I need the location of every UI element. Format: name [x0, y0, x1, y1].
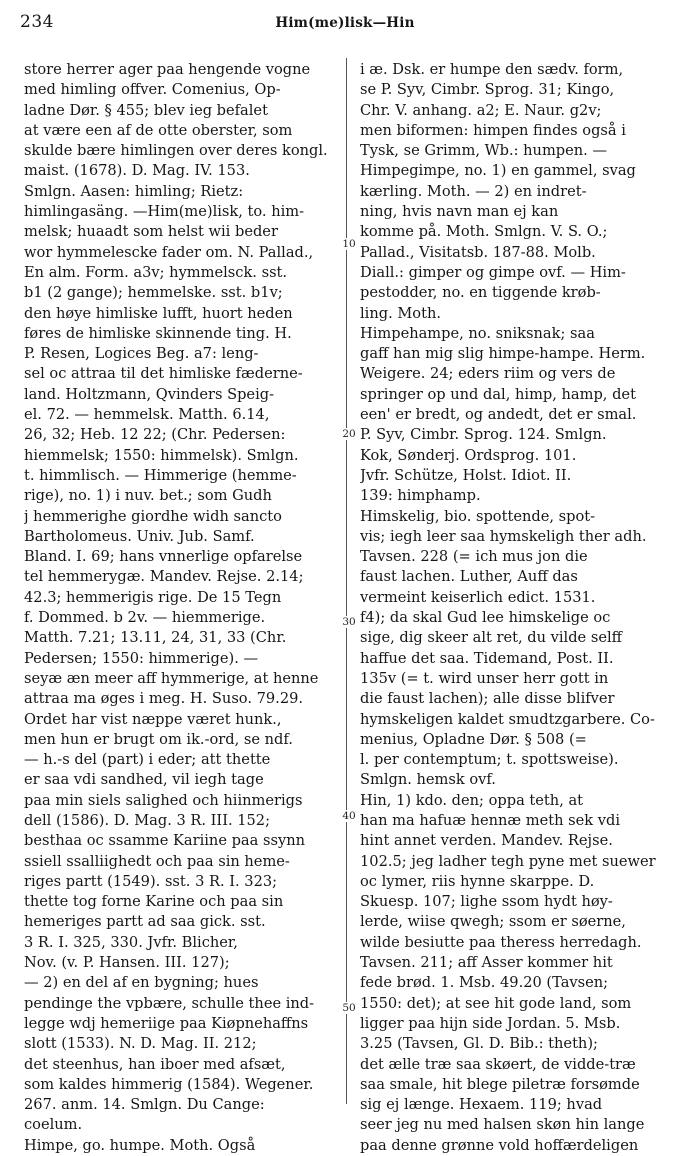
text-line: hymskeligen kaldet smudtzgarbere. Co-: [360, 710, 655, 728]
text-line: Chr. V. anhang. a2; E. Naur. g2v;: [360, 101, 602, 119]
line-number: 50: [338, 1002, 360, 1014]
text-line: Jvfr. Schütze, Holst. Idiot. II.: [360, 466, 572, 484]
text-line: f. Dommed. b 2v. — hiemmerige.: [24, 609, 266, 627]
text-line: Kok, Sønderj. Ordsprog. 101.: [360, 446, 577, 464]
text-line: wor hymmelescke fader om. N. Pallad.,: [24, 243, 314, 261]
text-line: wilde besiutte paa theress herredagh.: [360, 933, 642, 951]
page-number: 234: [20, 12, 54, 32]
text-line: den høye himliske lufft, huort heden: [24, 304, 293, 322]
text-line: gaff han mig slig himpe-hampe. Herm.: [360, 345, 646, 363]
text-line: men hun er brugt om ik.-ord, se ndf.: [24, 730, 293, 748]
text-line: ssiell ssalliighedt och paa sin heme-: [24, 852, 290, 870]
text-line: P. Resen, Logices Beg. a7: leng-: [24, 345, 259, 363]
text-line: Nov. (v. P. Hansen. III. 127);: [24, 954, 230, 972]
text-line: ling. Moth.: [360, 304, 441, 322]
text-line: En alm. Form. a3v; hymmelsck. sst.: [24, 263, 288, 281]
text-line: oc lymer, riis hynne skarppe. D.: [360, 872, 595, 890]
text-line: maist. (1678). D. Mag. IV. 153.: [24, 162, 250, 180]
text-line: himlingasäng. —Him(me)lisk, to. him-: [24, 203, 305, 221]
text-line: sel oc attraa til det himliske fæderne-: [24, 365, 303, 383]
text-line: 3.25 (Tavsen, Gl. D. Bib.: theth);: [360, 1035, 598, 1053]
text-line: Weigere. 24; eders riim og vers de: [360, 365, 616, 383]
text-line: i æ. Dsk. er humpe den sædv. form,: [360, 61, 624, 78]
text-line: Diall.: gimper og gimpe ovf. — Him-: [360, 263, 626, 281]
text-line: med himling offver. Comenius, Op-: [24, 81, 281, 99]
text-line: een' er bredt, og andedt, det er smal.: [360, 406, 637, 424]
text-line: skulde bære himlingen over deres kongl.: [24, 142, 328, 160]
text-line: 26, 32; Heb. 12 22; (Chr. Pedersen:: [24, 426, 286, 444]
page-header: [14, 6, 676, 40]
text-line: Tavsen. 211; aff Asser kommer hit: [360, 954, 613, 972]
text-line: Bartholomeus. Univ. Jub. Samf.: [24, 527, 255, 545]
text-line: Ordet har vist næppe været hunk.,: [24, 710, 282, 728]
text-line: se P. Syv, Cimbr. Sprog. 31; Kingo,: [360, 81, 615, 99]
text-line: pendinge the vpbære, schulle thee ind-: [24, 994, 315, 1012]
text-line: Hin, 1) kdo. den; oppa teth, at: [360, 791, 584, 809]
text-line: hemeriges partt ad saa gick. sst.: [24, 913, 266, 931]
text-line: 42.3; hemmerigis rige. De 15 Tegn: [24, 588, 282, 606]
text-line: Himpegimpe, no. 1) en gammel, svag: [360, 162, 636, 180]
column-divider: [346, 58, 347, 1104]
line-number: 20: [338, 428, 360, 440]
text-line: riges partt (1549). sst. 3 R. I. 323;: [24, 872, 278, 890]
text-line: han ma hafuæ hennæ meth sek vdi: [360, 811, 621, 829]
text-line: Tysk, se Grimm, Wb.: humpen. —: [360, 142, 608, 160]
text-line: attraa ma øges i meg. H. Suso. 79.29.: [24, 690, 304, 708]
line-number: 30: [338, 616, 360, 628]
text-line: paa min siels salighed och hiinmerigs: [24, 791, 303, 809]
text-line: 135v (= t. wird unser herr gott in: [360, 669, 609, 687]
text-line: sig ej længe. Hexaem. 119; hvad: [360, 1096, 603, 1114]
text-line: det steenhus, han iboer med afsæt,: [24, 1055, 286, 1073]
text-line: legge wdj hemeriige paa Kiøpnehaffns: [24, 1014, 309, 1032]
text-line: er saa vdi sandhed, vil iegh tage: [24, 771, 264, 789]
text-line: pestodder, no. en tiggende krøb-: [360, 284, 601, 302]
text-line: 102.5; jeg ladher tegh pyne met suewer: [360, 852, 656, 870]
text-line: Pedersen; 1550: himmerige). —: [24, 649, 259, 667]
text-line: seer jeg nu med halsen skøn hin lange: [360, 1116, 645, 1134]
text-line: slott (1533). N. D. Mag. II. 212;: [24, 1035, 257, 1053]
text-line: thette tog forne Karine och paa sin: [24, 893, 284, 911]
text-line: j hemmerighe giordhe widh sancto: [24, 507, 282, 525]
text-line: Matth. 7.21; 13.11, 24, 31, 33 (Chr.: [24, 629, 287, 647]
text-line: dell (1586). D. Mag. 3 R. III. 152;: [24, 811, 271, 829]
text-line: men biformen: himpen findes også i: [360, 121, 626, 139]
text-line: f4); da skal Gud lee himskelige oc: [360, 609, 611, 627]
text-line: springer op und dal, himp, hamp, det: [360, 385, 636, 403]
text-line: paa denne grønne vold hoffærdeligen: [360, 1136, 639, 1154]
text-line: melsk; huaadt som helst wii beder: [24, 223, 278, 241]
text-line: kærling. Moth. — 2) en indret-: [360, 182, 587, 200]
text-line: Smlgn. hemsk ovf.: [360, 771, 496, 789]
text-line: haffue det saa. Tidemand, Post. II.: [360, 649, 614, 667]
text-line: saa smale, hit blege piletræ forsømde: [360, 1075, 640, 1093]
text-line: 1550: det); at see hit gode land, som: [360, 994, 632, 1012]
text-line: land. Holtzmann, Qvinders Speig-: [24, 385, 275, 403]
text-line: t. himmlisch. — Himmerige (hemme-: [24, 466, 297, 484]
left-column: [24, 60, 336, 1156]
text-line: store herrer ager paa hengende vogne: [24, 61, 311, 78]
text-line: det ælle træ saa skøert, de vidde-træ: [360, 1055, 636, 1073]
text-line: som kaldes himmerig (1584). Wegener.: [24, 1075, 314, 1093]
text-line: fede brød. 1. Msb. 49.20 (Tavsen;: [360, 974, 609, 992]
text-line: komme på. Moth. Smlgn. V. S. O.;: [360, 223, 608, 241]
line-number: 40: [338, 810, 360, 822]
text-line: Tavsen. 228 (= ich mus jon die: [360, 548, 588, 566]
text-line: Skuesp. 107; lighe ssom hydt høy-: [360, 893, 613, 911]
text-line: die faust lachen); alle disse blifver: [360, 690, 615, 708]
text-line: 3 R. I. 325, 330. Jvfr. Blicher,: [24, 933, 238, 951]
text-line: rige), no. 1) i nuv. bet.; som Gudh: [24, 487, 272, 505]
text-line: hiemmelsk; 1550: himmelsk). Smlgn.: [24, 446, 299, 464]
text-line: føres de himliske skinnende ting. H.: [24, 324, 292, 342]
text-line: menius, Opladne Dør. § 508 (=: [360, 730, 587, 748]
text-line: l. per contemptum; t. spottsweise).: [360, 751, 619, 769]
text-line: 139: himphamp.: [360, 487, 481, 505]
text-line: Himpe, go. humpe. Moth. Også: [24, 1136, 256, 1154]
text-line: vermeint keiserlich edict. 1531.: [360, 588, 596, 606]
text-line: 267. anm. 14. Smlgn. Du Cange:: [24, 1096, 265, 1114]
text-line: coelum.: [24, 1116, 83, 1134]
text-line: ning, hvis navn man ej kan: [360, 203, 559, 221]
text-line: ladne Dør. § 455; blev ieg befalet: [24, 101, 268, 119]
text-line: — 2) en del af en bygning; hues: [24, 974, 259, 992]
text-line: — h.-s del (part) i eder; att thette: [24, 751, 271, 769]
text-line: Himskelig, bio. spottende, spot-: [360, 507, 596, 525]
text-line: tel hemmerygæ. Mandev. Rejse. 2.14;: [24, 568, 304, 586]
text-line: hint annet verden. Mandev. Rejse.: [360, 832, 613, 850]
text-line: seyæ æn meer aff hymmerige, at henne: [24, 669, 319, 687]
text-line: b1 (2 gange); hemmelske. sst. b1v;: [24, 284, 283, 302]
text-line: lerde, wiise qwegh; ssom er søerne,: [360, 913, 626, 931]
text-line: Bland. I. 69; hans vnnerlige opfarelse: [24, 548, 303, 566]
text-line: faust lachen. Luther, Auff das: [360, 568, 578, 586]
text-line: sige, dig skeer alt ret, du vilde selff: [360, 629, 622, 647]
text-line: at være een af de otte oberster, som: [24, 121, 293, 139]
text-line: vis; iegh leer saa hymskeligh ther adh.: [360, 527, 647, 545]
text-line: Pallad., Visitatsb. 187-88. Molb.: [360, 243, 596, 261]
text-line: Smlgn. Aasen: himling; Rietz:: [24, 182, 244, 200]
right-column: [360, 60, 672, 1156]
text-line: P. Syv, Cimbr. Sprog. 124. Smlgn.: [360, 426, 607, 444]
text-line: ligger paa hijn side Jordan. 5. Msb.: [360, 1014, 621, 1032]
text-line: el. 72. — hemmelsk. Matth. 6.14,: [24, 406, 270, 424]
text-line: Himpehampe, no. sniksnak; saa: [360, 324, 595, 342]
line-number: 10: [338, 238, 360, 250]
text-line: besthaa oc ssamme Kariine paa ssynn: [24, 832, 305, 850]
running-head: Him(me)lisk—Hin: [275, 15, 415, 31]
